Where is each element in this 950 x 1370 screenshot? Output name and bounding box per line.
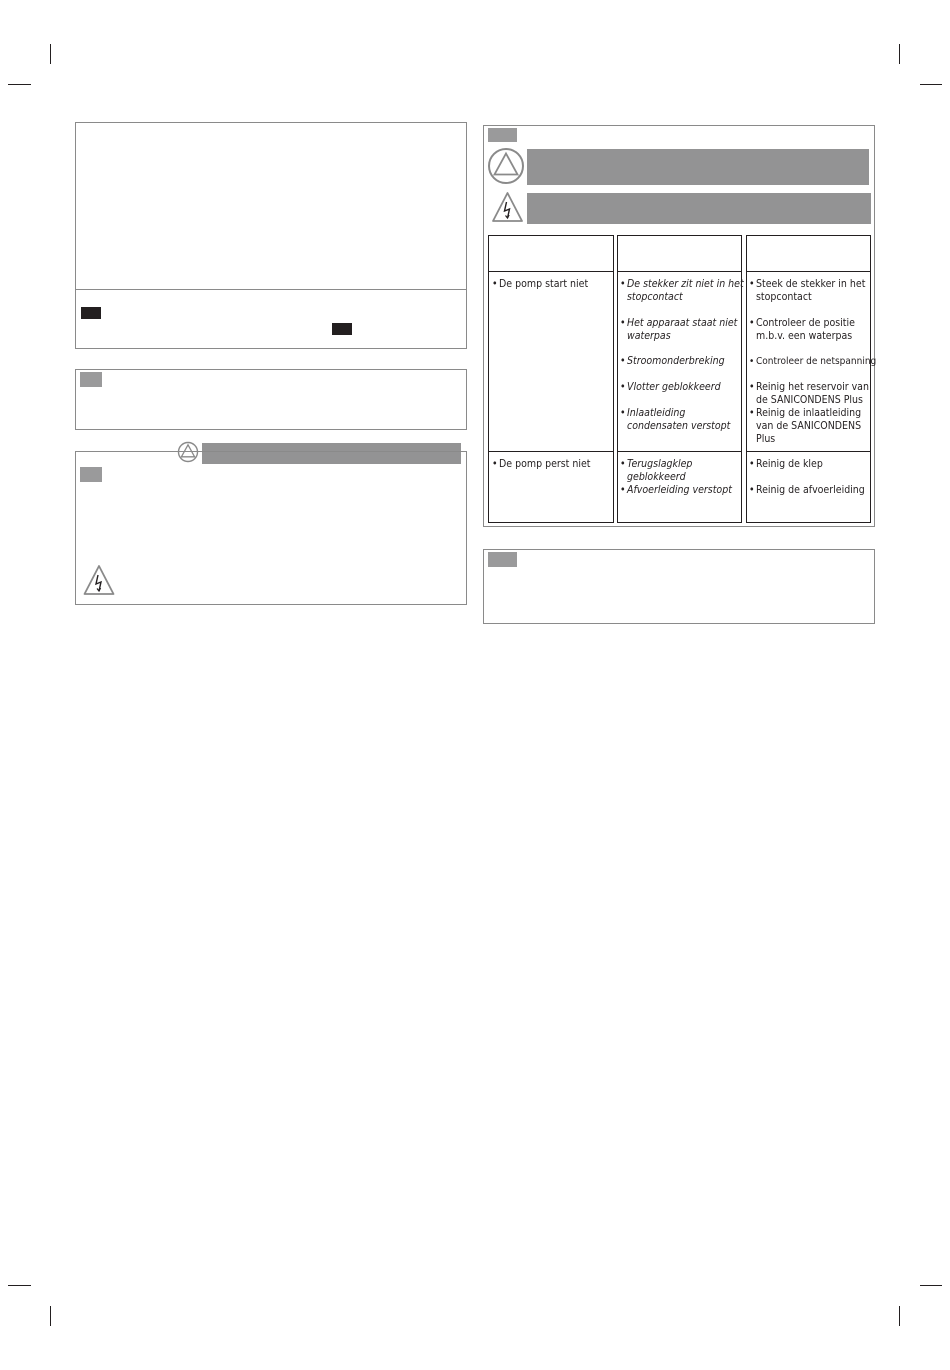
section-divider [76, 289, 466, 290]
cause-item: • Het apparaat staat niet waterpas [620, 317, 738, 342]
cause-item: • Stroomonderbreking [620, 355, 725, 367]
safety-icon [487, 147, 525, 185]
cause-item: • Terugslagklep geblokkeerd [620, 458, 693, 483]
remedy-item: • Steek de stekker in het stopcontact [749, 278, 866, 303]
remedy-item: • Reinig het reservoir van de SANICONDENS Plus [749, 381, 869, 406]
language-tag [332, 323, 352, 335]
remedy-item: • Reinig de klep [749, 458, 823, 470]
language-tag [81, 307, 101, 319]
table-header-remedy [746, 235, 871, 272]
section-box-2 [75, 369, 467, 430]
language-tag [488, 552, 517, 567]
table-header-problem [488, 235, 614, 272]
cause-item: • Afvoerleiding verstopt [620, 484, 732, 496]
section-box-1 [75, 122, 467, 349]
table-cell-problem [488, 271, 614, 452]
remedy-item: • Controleer de netspanning [749, 356, 877, 367]
crop-mark [8, 84, 31, 85]
crop-mark [8, 1285, 31, 1286]
language-tag [80, 467, 102, 482]
section-box-3 [75, 451, 467, 605]
remedy-item: • Reinig de inlaatleiding van de SANICONDENS Plus [749, 407, 862, 445]
cause-item: • Inlaatleiding condensaten verstopt [620, 407, 731, 432]
problem-item: • De pomp start niet [492, 278, 589, 290]
remedy-item: • Controleer de positie m.b.v. een waterpas [749, 317, 855, 342]
crop-mark [920, 84, 942, 85]
electric-heading-bar [527, 193, 871, 224]
lightning-warning-icon [491, 191, 524, 223]
language-tag [488, 128, 517, 142]
safety-heading-bar [527, 149, 869, 185]
crop-mark [899, 1306, 900, 1326]
remedy-item: • Reinig de afvoerleiding [749, 484, 865, 496]
crop-mark [899, 44, 900, 64]
language-tag [80, 372, 102, 387]
lightning-warning-icon [83, 564, 115, 596]
table-header-cause [617, 235, 742, 272]
cause-item: • De stekker zit niet in het stopcontact [620, 278, 744, 303]
problem-item: • De pomp perst niet [492, 458, 591, 470]
section-box-warranty [483, 549, 875, 624]
crop-mark [50, 1306, 51, 1326]
crop-mark [920, 1285, 942, 1286]
crop-mark [50, 44, 51, 64]
cause-item: • Vlotter geblokkeerd [620, 381, 721, 393]
